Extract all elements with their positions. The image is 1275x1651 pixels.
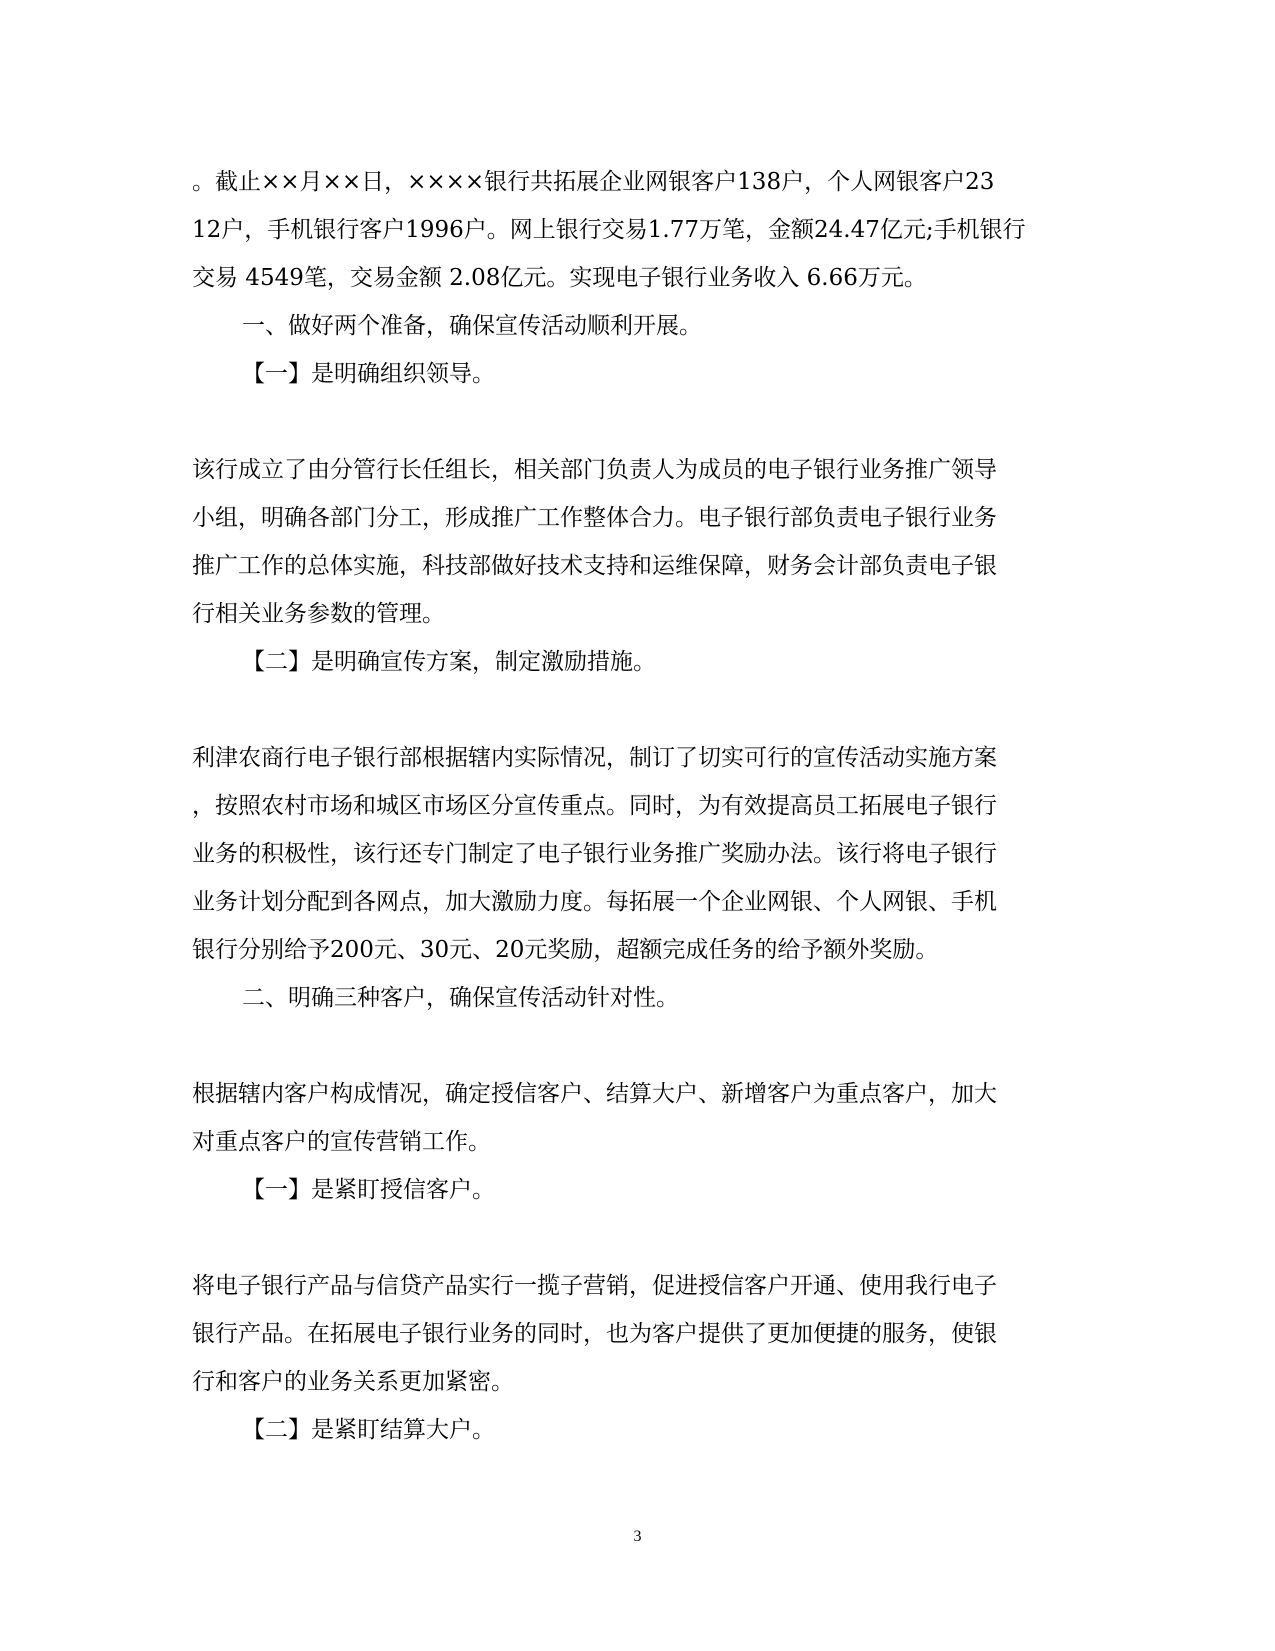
paragraph-line: 根据辖内客户构成情况，确定授信客户、结算大户、新增客户为重点客户，加大 xyxy=(192,1081,997,1107)
document-body xyxy=(192,158,1082,1454)
paragraph-line: 小组，明确各部门分工，形成推广工作整体合力。电子银行部负责电子银行业务 xyxy=(192,505,997,531)
paragraph-line: 银行产品。在拓展电子银行业务的同时，也为客户提供了更加便捷的服务，使银 xyxy=(192,1321,997,1347)
paragraph-line: 利津农商行电子银行部根据辖内实际情况，制订了切实可行的宣传活动实施方案 xyxy=(192,745,997,771)
subsection-heading: 【一】是明确组织领导。 xyxy=(242,361,495,387)
paragraph-line: 该行成立了由分管行长任组长，相关部门负责人为成员的电子银行业务推广领导 xyxy=(192,457,997,483)
paragraph-line: 业务计划分配到各网点，加大激励力度。每拓展一个企业网银、个人网银、手机 xyxy=(192,889,997,915)
paragraph-line: 对重点客户的宣传营销工作。 xyxy=(192,1129,491,1155)
subsection-heading: 【一】是紧盯授信客户。 xyxy=(242,1177,495,1203)
blank-line xyxy=(192,1022,1082,1070)
blank-line xyxy=(192,398,1082,446)
paragraph-line: 业务的积极性，该行还专门制定了电子银行业务推广奖励办法。该行将电子银行 xyxy=(192,841,997,867)
subsection-heading: 【二】是明确宣传方案，制定激励措施。 xyxy=(242,649,656,675)
paragraph-line: 12户，手机银行客户1996户。网上银行交易1.77万笔，金额24.47亿元;手机银行 xyxy=(192,217,1026,243)
paragraph-line: 行和客户的业务关系更加紧密。 xyxy=(192,1369,514,1395)
paragraph-line: 行相关业务参数的管理。 xyxy=(192,601,445,627)
section-heading: 二、明确三种客户，确保宣传活动针对性。 xyxy=(242,985,679,1011)
paragraph-line: 银行分别给予200元、30元、20元奖励，超额完成任务的给予额外奖励。 xyxy=(192,937,939,963)
paragraph-line: 交易 4549笔，交易金额 2.08亿元。实现电子银行业务收入 6.66万元。 xyxy=(192,265,927,291)
paragraph-line: 推广工作的总体实施，科技部做好技术支持和运维保障，财务会计部负责电子银 xyxy=(192,553,997,579)
paragraph-line: ，按照农村市场和城区市场区分宣传重点。同时，为有效提高员工拓展电子银行 xyxy=(192,793,997,819)
subsection-heading: 【二】是紧盯结算大户。 xyxy=(242,1417,495,1443)
blank-line xyxy=(192,1214,1082,1262)
paragraph-line: 。截止××月××日，××××银行共拓展企业网银客户138户，个人网银客户23 xyxy=(192,169,995,195)
paragraph-line: 将电子银行产品与信贷产品实行一揽子营销，促进授信客户开通、使用我行电子 xyxy=(192,1273,997,1299)
section-heading: 一、做好两个准备，确保宣传活动顺利开展。 xyxy=(242,313,702,339)
blank-line xyxy=(192,686,1082,734)
page-number: 3 xyxy=(633,1528,642,1545)
